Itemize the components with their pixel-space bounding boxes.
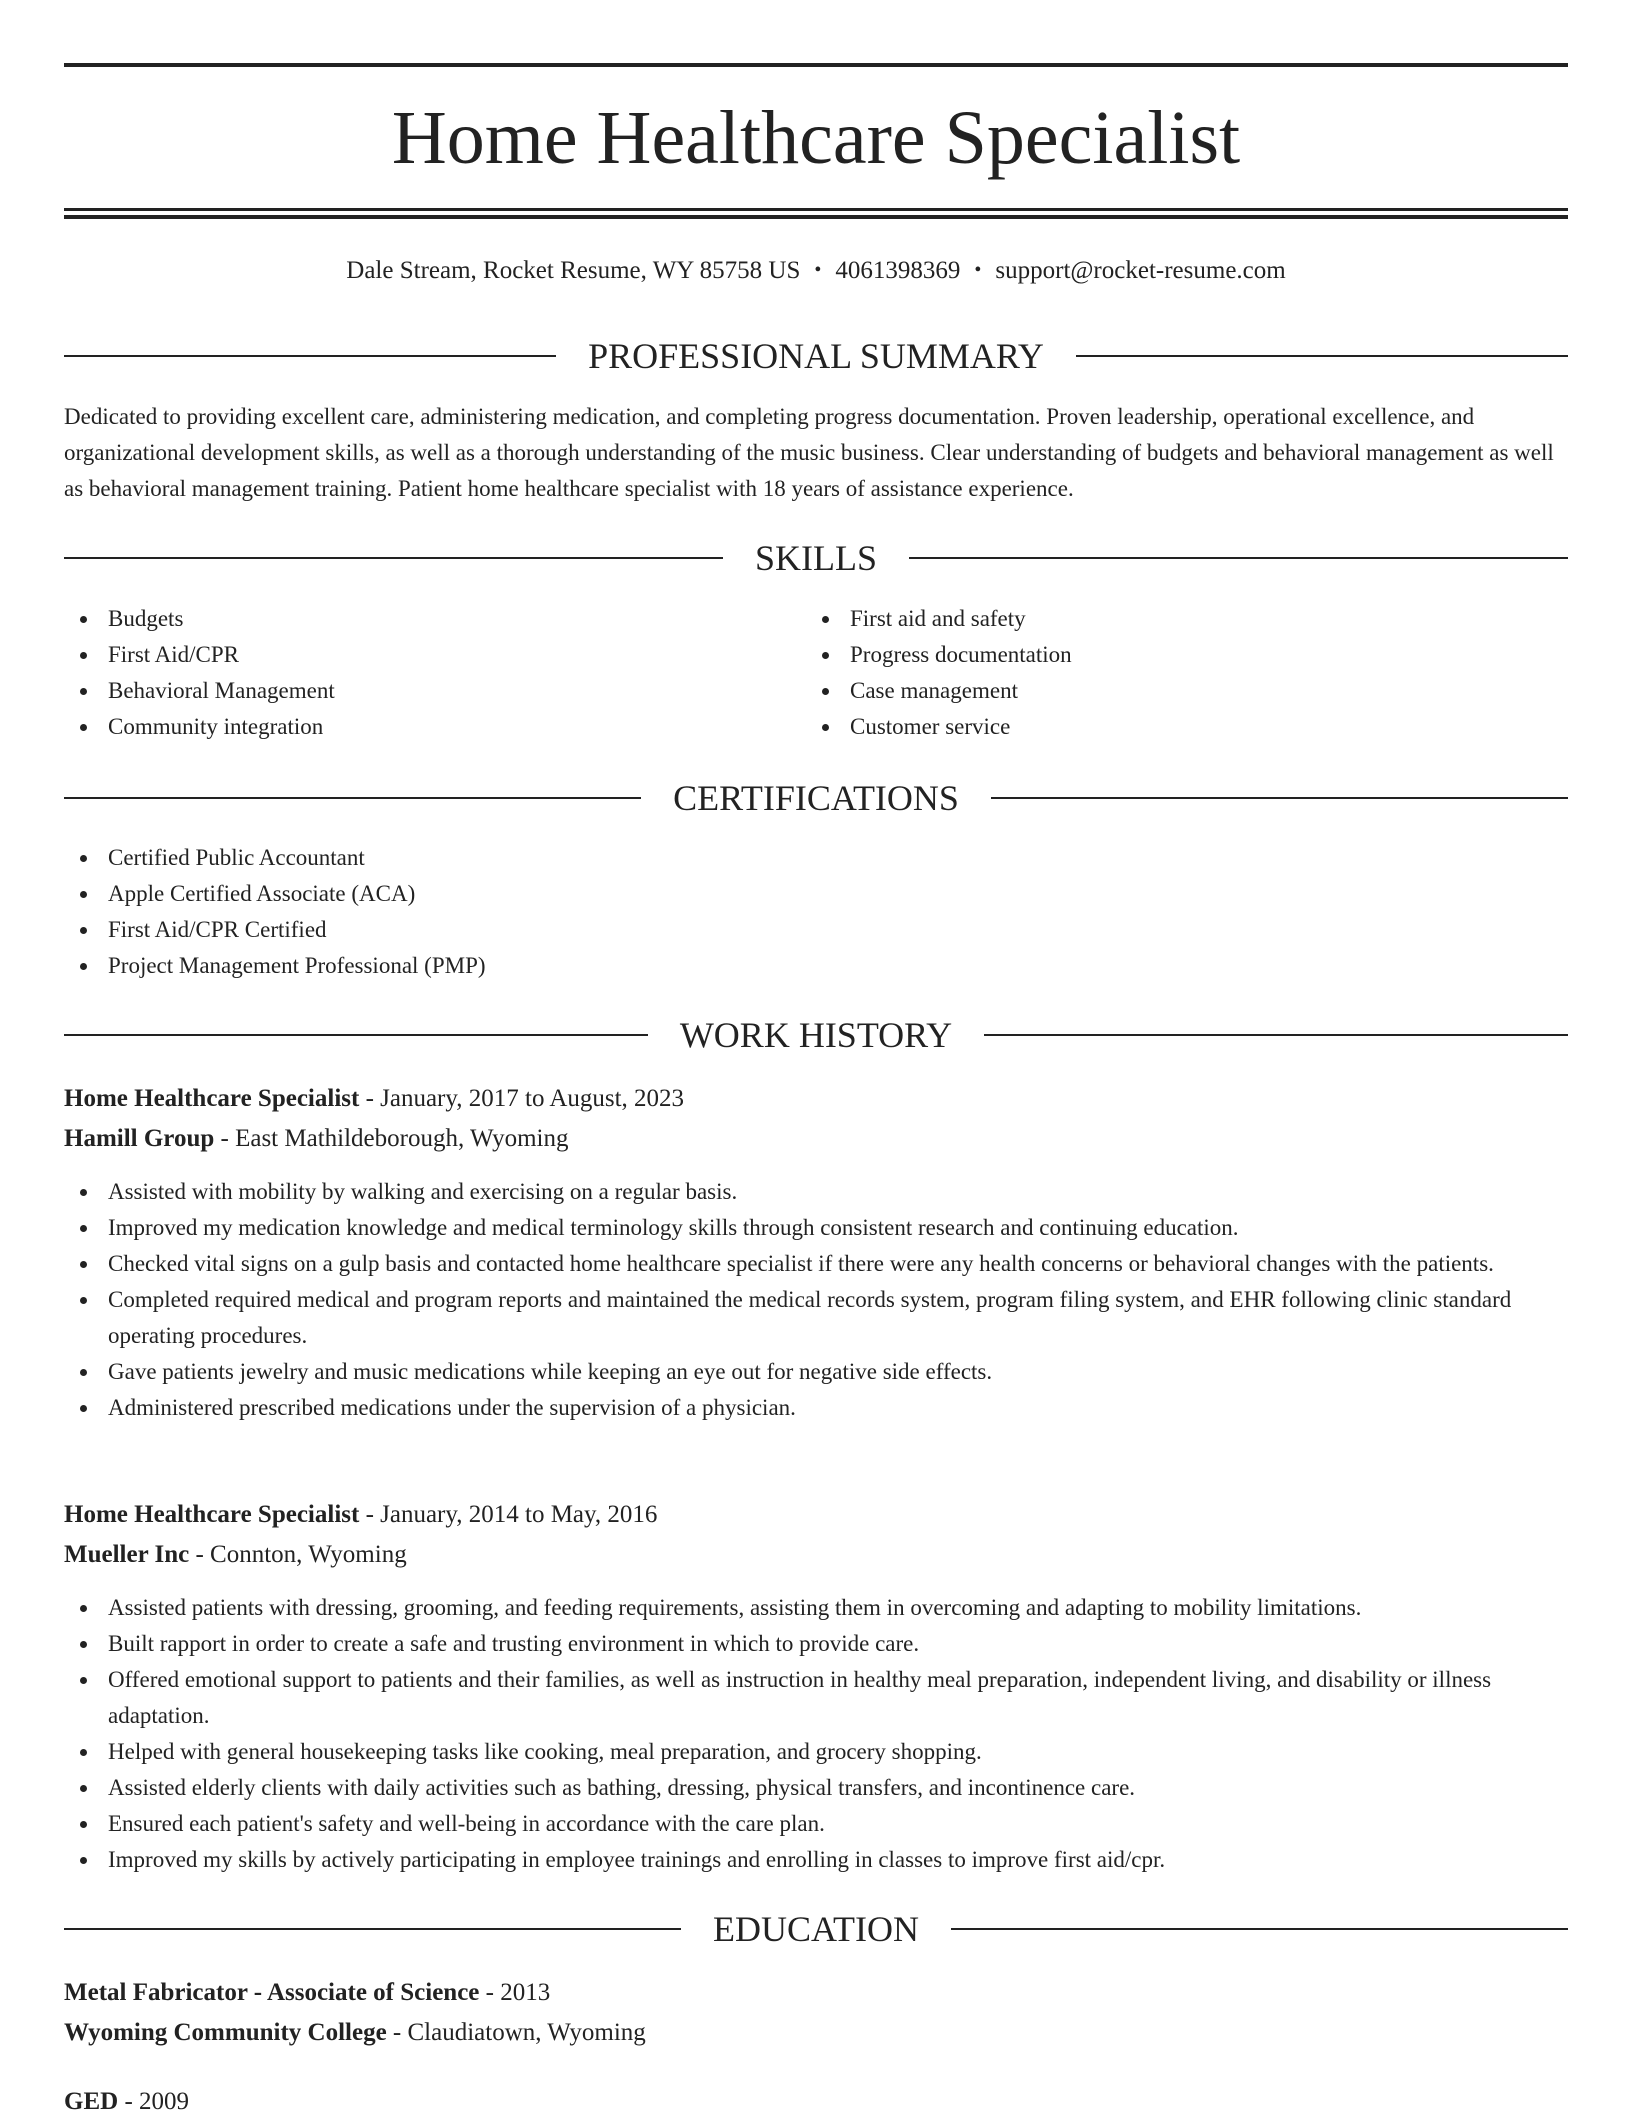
job-title: Home Healthcare Specialist — [64, 1501, 360, 1528]
resume-title: Home Healthcare Specialist — [391, 96, 1241, 180]
certifications-heading — [64, 776, 1568, 820]
skill-item: Case management — [806, 673, 1506, 709]
section-title: EDUCATION — [713, 1909, 919, 1949]
education-degree: GED — [64, 2088, 119, 2115]
skill-item: Progress documentation — [806, 637, 1506, 673]
job-bullet: Completed required medical and program reports and maintained the medical records system, program filing system, and EHR following clinic standard operating procedures. — [64, 1282, 1568, 1354]
job-bullet: Assisted elderly clients with daily activities such as bathing, dressing, physical transfers, and incontinence care. — [64, 1770, 1568, 1806]
education-location: - Claudiatown, Wyoming — [386, 2019, 646, 2046]
contact-line — [64, 254, 1568, 289]
skills-heading — [64, 536, 1568, 580]
job-location: - Connton, Wyoming — [189, 1541, 407, 1568]
skill-item: First aid and safety — [806, 601, 1506, 637]
section-title: CERTIFICATIONS — [673, 778, 959, 818]
skill-item: Customer service — [806, 709, 1506, 745]
job-company-line — [64, 1535, 1568, 1575]
contact-address: Dale Stream, Rocket Resume, WY 85758 US — [346, 257, 801, 284]
education-school: Wyoming Community College — [64, 2019, 387, 2046]
summary-text: Dedicated to providing excellent care, administering medication, and completing progress documentation. Proven leadership, operational excellence, and organizational development skills, as well as a thorough understanding of the music business. Clear understanding of budgets and behavioral management as well as behavioral management training. Patient home healthcare specialist with 18 years of assistance experience. — [64, 404, 1554, 501]
contact-phone: 4061398369 — [835, 257, 961, 284]
job-bullet: Improved my medication knowledge and medical terminology skills through consistent research and continuing education. — [64, 1210, 1568, 1246]
job-title-line — [64, 1495, 1568, 1535]
summary-heading — [64, 334, 1568, 378]
skill-item: First Aid/CPR — [64, 637, 764, 673]
skills-right-column — [806, 601, 1506, 745]
section-title: WORK HISTORY — [679, 1015, 953, 1055]
job-title: Home Healthcare Specialist — [64, 1085, 360, 1112]
skill-item: Behavioral Management — [64, 673, 764, 709]
section-title: PROFESSIONAL SUMMARY — [588, 336, 1044, 376]
education-degree-line — [64, 2082, 1568, 2122]
education-degree: Metal Fabricator - Associate of Science — [64, 1979, 480, 2006]
certification-item: First Aid/CPR Certified — [64, 912, 1568, 948]
certification-item: Apple Certified Associate (ACA) — [64, 876, 1568, 912]
education-heading — [64, 1907, 1568, 1951]
title-double-rule — [64, 208, 1568, 220]
job-bullet: Improved my skills by actively participating in employee trainings and enrolling in classes to improve first aid/cpr. — [64, 1842, 1568, 1878]
contact-separator: • — [974, 259, 982, 281]
job-bullet: Offered emotional support to patients and their families, as well as instruction in healthy meal preparation, independent living, and disability or illness adaptation. — [64, 1662, 1568, 1734]
job-bullet: Assisted patients with dressing, grooming, and feeding requirements, assisting them in overcoming and adapting to mobility limitations. — [64, 1590, 1568, 1626]
contact-email: support@rocket-resume.com — [995, 257, 1286, 284]
job-bullet: Gave patients jewelry and music medications while keeping an eye out for negative side effects. — [64, 1354, 1568, 1390]
job-bullet: Assisted with mobility by walking and exercising on a regular basis. — [64, 1174, 1568, 1210]
education-year: - 2013 — [479, 1979, 551, 2006]
job-company: Mueller Inc — [64, 1541, 190, 1568]
certification-item: Project Management Professional (PMP) — [64, 948, 1568, 984]
education-school-line — [64, 2013, 1568, 2053]
education-degree-line — [64, 1973, 1568, 2013]
work-history-heading — [64, 1013, 1568, 1057]
job-location: - East Mathildeborough, Wyoming — [214, 1125, 569, 1152]
job-bullets — [64, 1174, 1568, 1426]
certifications-list — [64, 840, 1568, 984]
skill-item: Budgets — [64, 601, 764, 637]
job-bullet: Helped with general housekeeping tasks like cooking, meal preparation, and grocery shopping. — [64, 1734, 1568, 1770]
top-rule — [64, 63, 1568, 67]
job-company-line — [64, 1119, 1568, 1159]
job-title-line — [64, 1079, 1568, 1119]
section-title: SKILLS — [755, 538, 878, 578]
skills-left-column — [64, 601, 764, 745]
contact-separator: • — [814, 259, 822, 281]
skill-item: Community integration — [64, 709, 764, 745]
job-bullets — [64, 1590, 1568, 1878]
job-bullet: Administered prescribed medications under the supervision of a physician. — [64, 1390, 1568, 1426]
job-company: Hamill Group — [64, 1125, 215, 1152]
job-bullet: Built rapport in order to create a safe and trusting environment in which to provide care. — [64, 1626, 1568, 1662]
certification-item: Certified Public Accountant — [64, 840, 1568, 876]
job-bullet: Checked vital signs on a gulp basis and contacted home healthcare specialist if there were any health concerns or behavioral changes with the patients. — [64, 1246, 1568, 1282]
job-dates: - January, 2014 to May, 2016 — [359, 1501, 658, 1528]
job-dates: - January, 2017 to August, 2023 — [359, 1085, 685, 1112]
education-year: - 2009 — [118, 2088, 190, 2115]
job-bullet: Ensured each patient's safety and well-being in accordance with the care plan. — [64, 1806, 1568, 1842]
